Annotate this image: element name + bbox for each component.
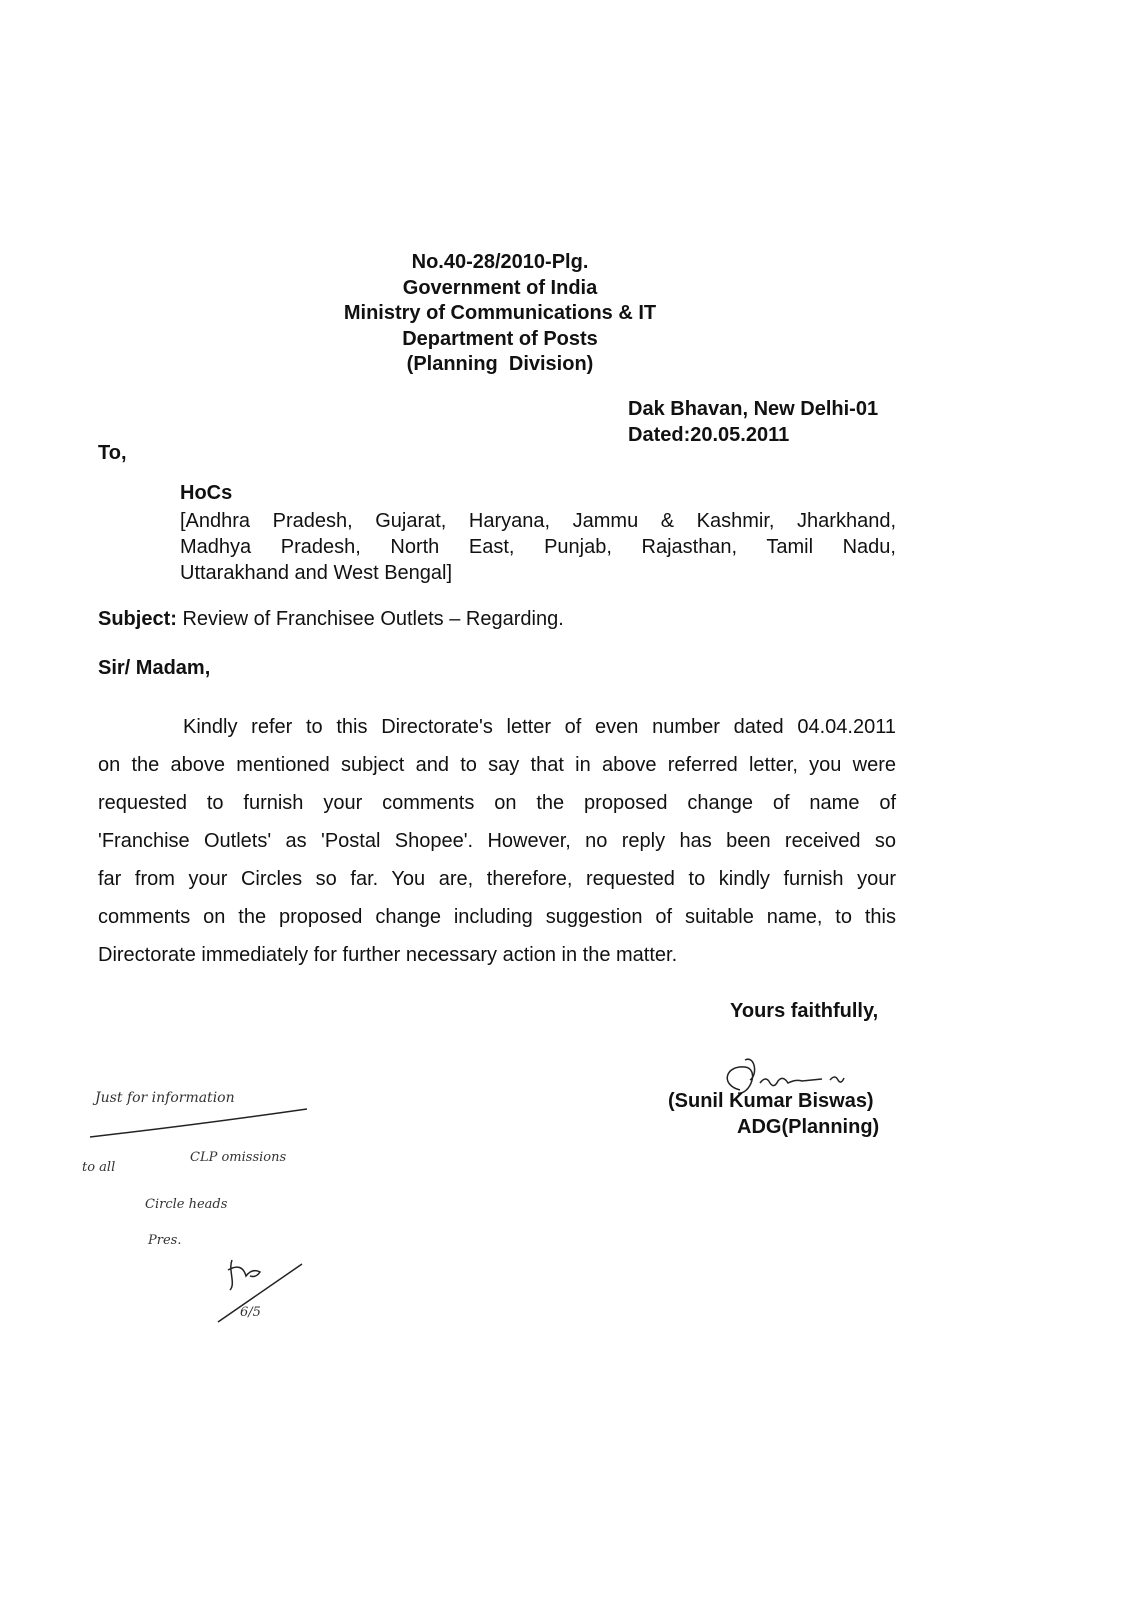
body-line: 'Franchise Outlets' as 'Postal Shopee'. However, no reply has been received so: [98, 830, 896, 852]
handwritten-note-line: Circle heads: [145, 1197, 228, 1212]
closing: Yours faithfully,: [730, 1000, 879, 1022]
division-name: (Planning Division): [406, 353, 594, 375]
government-name: Government of India: [402, 276, 598, 299]
handwritten-note-line: to all: [82, 1160, 116, 1175]
department-name: Department of Posts: [402, 327, 598, 350]
to-label: To,: [98, 442, 127, 464]
body-line: on the above mentioned subject and to say that in above referred letter, you were: [98, 754, 896, 776]
place: Dak Bhavan, New Delhi-01: [628, 398, 879, 420]
signatory-name: (Sunil Kumar Biswas): [668, 1090, 874, 1112]
handwritten-note-line: CLP omissions: [190, 1150, 287, 1165]
subject-line: [98, 608, 564, 631]
letter-body: [98, 708, 896, 974]
body-line: requested to furnish your comments on the proposed change of name of: [98, 792, 896, 814]
handwritten-note-line: Just for information: [95, 1090, 235, 1106]
body-line: far from your Circles so far. You are, therefore, requested to kindly furnish your: [98, 868, 896, 890]
handwritten-date: 6/5: [240, 1305, 261, 1320]
circles-line: [Andhra Pradesh, Gujarat, Haryana, Jammu & Kashmir, Jharkhand,: [180, 510, 896, 532]
handwritten-note-line: Pres.: [148, 1233, 182, 1248]
circles-line: Madhya Pradesh, North East, Punjab, Rajasthan, Tamil Nadu,: [180, 536, 896, 558]
circles-list: [180, 508, 896, 586]
signatory-designation: ADG(Planning): [737, 1116, 880, 1138]
body-line: Kindly refer to this Directorate's letter of even number dated 04.04.2011: [183, 716, 896, 738]
place-date-block: [628, 396, 878, 448]
handwritten-underline-icon: [85, 1095, 315, 1145]
reference-number: No.40-28/2010-Plg.: [411, 251, 589, 273]
ministry-name: Ministry of Communications & IT: [343, 302, 657, 324]
date: Dated:20.05.2011: [628, 424, 790, 446]
circles-line: Uttarakhand and West Bengal]: [180, 562, 453, 584]
body-line: Directorate immediately for further necessary action in the matter.: [98, 944, 678, 966]
subject-text: Review of Franchisee Outlets – Regarding.: [176, 608, 564, 630]
subject-label: Subject:: [98, 608, 177, 630]
letter-header: [300, 250, 700, 378]
salutation: Sir/ Madam,: [98, 657, 211, 679]
body-line: comments on the proposed change including suggestion of suitable name, to this: [98, 906, 896, 928]
recipient: HoCs: [180, 482, 233, 504]
